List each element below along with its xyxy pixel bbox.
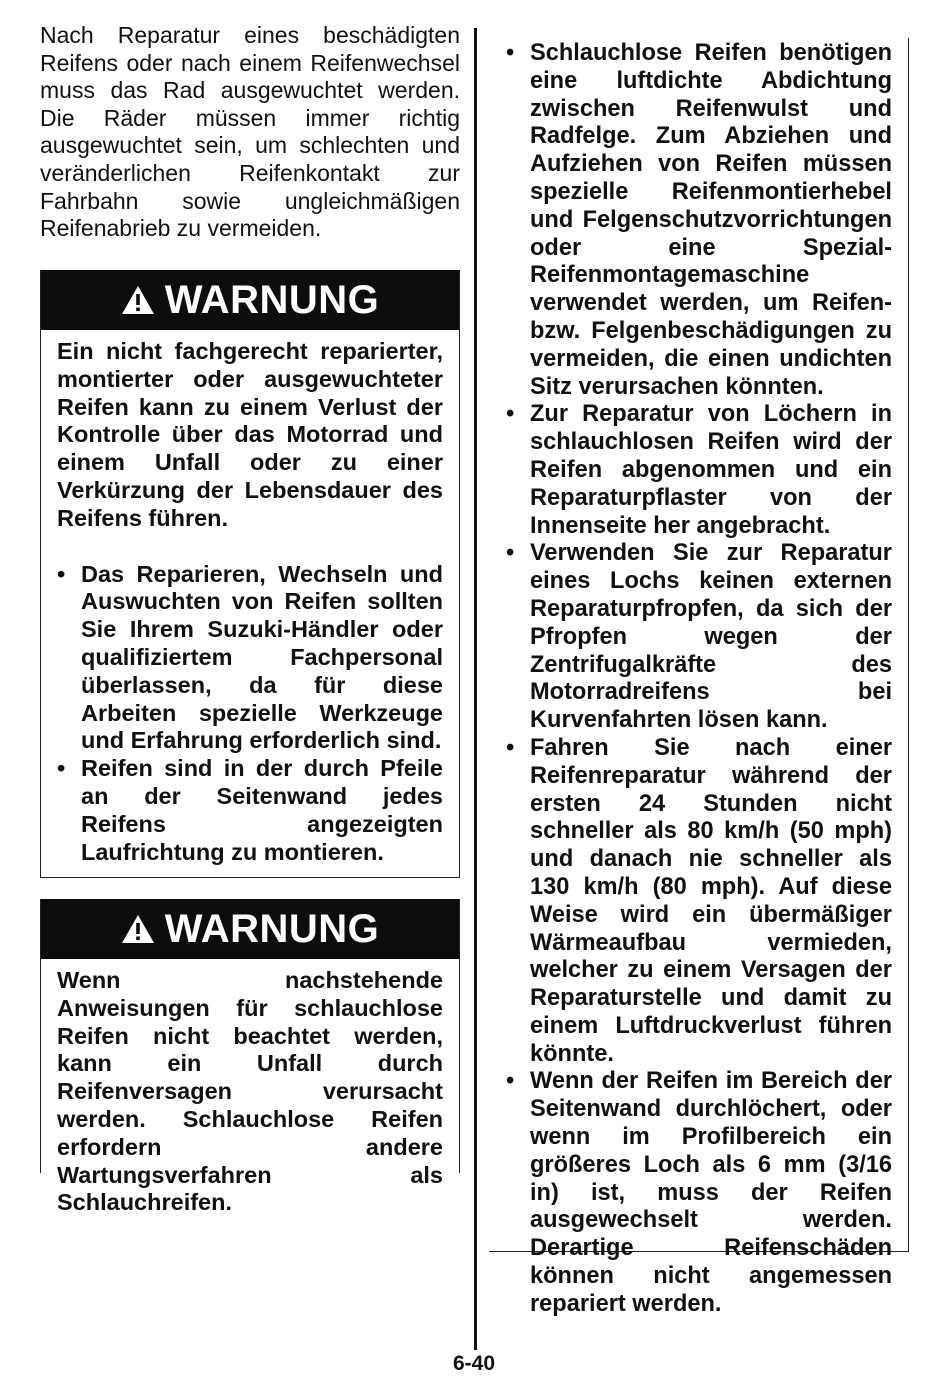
list-item: • Reifen sind in der durch Pfeile an der Seitenwand jedes Reifens angezeigten Laufrichtung zu montieren. — [57, 755, 443, 865]
list-item: • Das Reparieren, Wechseln und Auswuchten von Reifen sollten Sie Ihrem Suzuki-Händler oder qualifiziertem Fachpersonal überlassen, da für diese Arbeiten spezielle Werkzeuge und Erfahrung erforderlich sind. — [57, 560, 443, 754]
warning-bullets-1 — [57, 561, 443, 867]
page-number: 6-40 — [424, 1352, 524, 1376]
tubeless-instructions-list — [506, 40, 892, 1319]
warning-body-2 — [41, 959, 459, 1217]
list-item: • Verwenden Sie zur Reparatur eines Lochs keinen externen Reparaturpfropfen, da sich der Pfropfen wegen der Zentrifugalkräfte des Motorradreifens bei Kurvenfahrten lösen kann. — [506, 540, 892, 734]
intro-paragraph: Nach Reparatur eines beschädigten Reifens oder nach einem Reifenwechsel muss das Rad ausgewuchtet werden. Die Räder müssen immer richtig ausgewuchtet sein, um schlechten und veränderlichen Reifenkontakt zur Fahrbahn sowie ungleichmäßigen Reifenabrieb zu vermeiden. — [40, 22, 460, 242]
warning-header-1 — [41, 270, 459, 330]
warning-text-1: Ein nicht fachgerecht reparierter, montierter oder ausgewuchteter Reifen kann zu einem Verlust der Kontrolle über das Motorrad und einem Unfall oder zu einer Verkürzung der Lebensdauer des Reifens führen. — [57, 338, 443, 531]
warning-triangle-icon — [121, 285, 155, 315]
warning-triangle-icon — [121, 914, 155, 944]
column-divider — [474, 28, 477, 1350]
warning-title-1: WARNUNG — [164, 277, 380, 322]
list-item: • Schlauchlose Reifen benötigen eine luftdichte Abdichtung zwischen Reifenwulst und Radfelge. Zum Abziehen und Aufziehen von Reifen müssen spezielle Reifenmontierhebel und Felgenschutzvorrichtungen oder eine Spezial-Reifenmontagemaschine verwendet werden, um Reifen- bzw. Felgenbeschädigungen zu vermeiden, die einen undichten Sitz verursachen könnten. — [506, 40, 892, 400]
warning-box-2 — [40, 899, 460, 1216]
warning-header-2 — [41, 899, 459, 959]
list-item: • Fahren Sie nach einer Reifenreparatur während der ersten 24 Stunden nicht schneller als 80 km/h (50 mph) und danach nie schneller als 130 km/h (80 mph). Auf diese Weise wird ein übermäßiger Wärmeaufbau vermieden, welcher zu einem Versagen der Reparaturstelle und damit zu einem Luftdruckverlust führen könnte. — [506, 734, 892, 1067]
warning-box-1 — [40, 270, 460, 878]
warning-continuation-box — [489, 38, 909, 1317]
warning-text-2: Wenn nachstehende Anweisungen für schlauchlose Reifen nicht beachtet werden, kann ein Unfall durch Reifenversagen verursacht werden. Schlauchlose Reifen erfordern andere Wartungsverfahren als Schlauchreifen. — [57, 967, 443, 1216]
warning-body-1 — [41, 330, 459, 866]
list-item: • Zur Reparatur von Löchern in schlauchlosen Reifen wird der Reifen abgenommen und ein Reparaturpflaster von der Innenseite her angebracht. — [506, 401, 892, 539]
warning-title-2: WARNUNG — [164, 906, 380, 951]
list-item: • Wenn der Reifen im Bereich der Seitenwand durchlöchert, oder wenn im Profilbereich ein größeres Loch als 6 mm (3/16 in) ist, muss der Reifen ausgewechselt werden. Derartige Reifenschäden können nicht angemessen repariert werden. — [506, 1068, 892, 1317]
